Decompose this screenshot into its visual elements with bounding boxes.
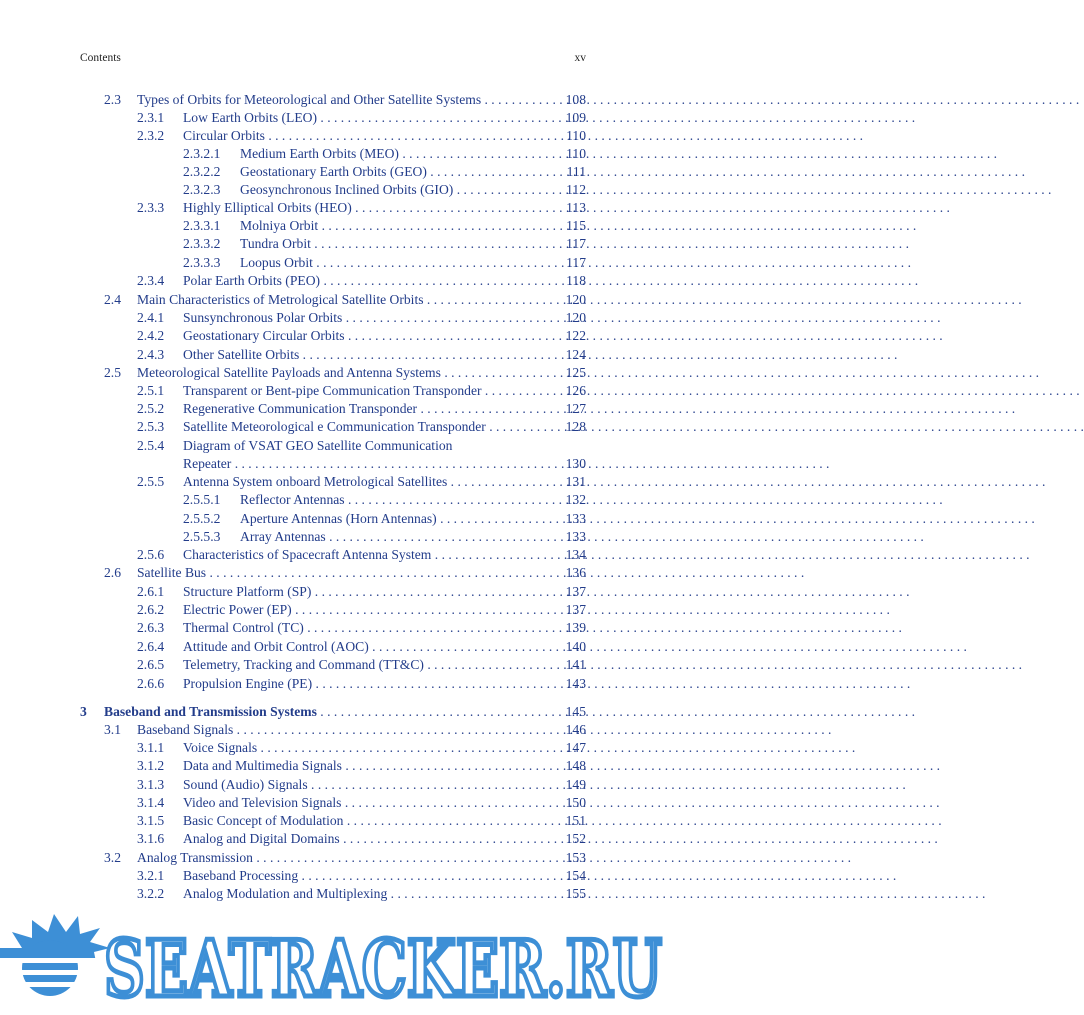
toc-entry-number: 2.3.3.3 (183, 255, 221, 270)
toc-entry[interactable] (137, 794, 586, 812)
toc-entry[interactable] (137, 546, 586, 564)
toc-entry-title: Geostationary Circular Orbits . . . (183, 327, 551, 345)
toc-entry-page: 137 (565, 584, 586, 599)
toc-entry-title: Medium Earth Orbits (MEO) . . . (240, 145, 551, 163)
toc-entry-page: 141 (565, 657, 586, 672)
toc-entry-page: 110 (566, 128, 586, 143)
toc-entry-page: 115 (566, 218, 586, 233)
toc-entry[interactable] (104, 849, 586, 867)
toc-entry-number: 2.5.5.2 (183, 511, 221, 526)
toc-entry[interactable] (137, 346, 586, 364)
toc-entry-title: Satellite Meteorological e Communication Transponder . . . (183, 418, 551, 436)
toc-entry[interactable] (183, 145, 586, 163)
toc-entry-page: 118 (566, 273, 586, 288)
toc-entry[interactable] (137, 272, 586, 290)
toc-entry-page: 122 (565, 328, 586, 343)
toc-entry-title: Other Satellite Orbits . . . (183, 346, 551, 364)
toc-entry-page: 130 (565, 456, 586, 471)
toc-entry-title: Low Earth Orbits (LEO) . . . (183, 109, 551, 127)
toc-entry-page: 112 (566, 182, 586, 197)
toc-entry[interactable] (137, 109, 586, 127)
toc-entry-page: 126 (565, 383, 586, 398)
page-number: xv (574, 52, 586, 64)
toc-entry[interactable] (137, 437, 586, 455)
toc-entry-title: Basic Concept of Modulation . . . (183, 812, 551, 830)
toc-entry-title: Molniya Orbit . . . (240, 217, 551, 235)
toc-entry-title: Video and Television Signals . . . (183, 794, 551, 812)
toc-entry-number: 2.3.3.2 (183, 236, 221, 251)
toc-entry-number: 2.6.6 (137, 676, 165, 691)
toc-entry-number: 3.2 (104, 850, 121, 865)
toc-entry-number: 2.6 (104, 565, 121, 580)
toc-entry-number: 2.5.6 (137, 547, 165, 562)
toc-entry-title: Analog Modulation and Multiplexing . . . (183, 885, 551, 903)
toc-entry-title: Characteristics of Spacecraft Antenna System . . . (183, 546, 551, 564)
toc-entry-page: 120 (565, 310, 586, 325)
toc-entry[interactable] (104, 364, 586, 382)
toc-entry[interactable] (183, 163, 586, 181)
toc-entry-page: 133 (565, 511, 586, 526)
toc-entry-title: Thermal Control (TC) . . . (183, 619, 551, 637)
toc-entry-number: 3.1.6 (137, 831, 165, 846)
toc-entry-title: Regenerative Communication Transponder . . . (183, 400, 551, 418)
toc-entry-title: Voice Signals . . . (183, 739, 551, 757)
toc-entry-title: Diagram of VSAT GEO Satellite Communication (183, 438, 453, 453)
watermark-text: SEATRACKER.RU (104, 924, 662, 1015)
toc-entry-number: 2.6.5 (137, 657, 165, 672)
toc-entry-number: 3.1.1 (137, 740, 165, 755)
toc-entry-number: 2.5 (104, 365, 121, 380)
toc-entry[interactable] (183, 217, 586, 235)
toc-entry-title: Loopus Orbit . . . (240, 254, 551, 272)
toc-entry-title: Aperture Antennas (Horn Antennas) . . . (240, 510, 551, 528)
toc-entry-number: 2.6.4 (137, 639, 165, 654)
toc-entry[interactable] (183, 181, 586, 199)
toc-entry-number: 2.3.3.1 (183, 218, 221, 233)
toc-entry-number: 2.4.3 (137, 347, 165, 362)
toc-entry-title: Main Characteristics of Metrological Satellite Orbits . . . (137, 291, 551, 309)
toc-entry-number: 3.1.2 (137, 758, 165, 773)
toc-entry-page: 152 (565, 831, 586, 846)
toc-entry-page: 137 (565, 602, 586, 617)
toc-entry-title: Circular Orbits . . . (183, 127, 551, 145)
toc-entry-page: 111 (566, 164, 586, 179)
toc-entry-number: 2.5.3 (137, 419, 165, 434)
toc-entry-number: 2.3.2.3 (183, 182, 221, 197)
toc-entry-page: 117 (566, 255, 586, 270)
toc-entry-number: 2.3.2.1 (183, 146, 221, 161)
toc-entry-title: Sunsynchronous Polar Orbits . . . (183, 309, 551, 327)
toc-entry-page: 146 (565, 722, 586, 737)
toc-entry-number: 2.3.4 (137, 273, 165, 288)
toc-entry-number: 3.1.3 (137, 777, 165, 792)
toc-entry[interactable] (137, 656, 586, 674)
toc-entry-page: 110 (566, 146, 586, 161)
toc-entry-number: 2.5.5.1 (183, 492, 221, 507)
toc-entry-number: 3.1.5 (137, 813, 165, 828)
toc-entry-page: 139 (565, 620, 586, 635)
toc-entry[interactable] (137, 473, 586, 491)
toc-entry[interactable] (137, 309, 586, 327)
toc-entry[interactable] (137, 619, 586, 637)
toc-entry[interactable] (183, 510, 586, 528)
toc-entry-number: 3.2.1 (137, 868, 165, 883)
toc-entry-title: Geostationary Earth Orbits (GEO) . . . (240, 163, 551, 181)
toc-entry-number: 2.5.1 (137, 383, 165, 398)
toc-entry[interactable] (137, 418, 586, 436)
toc-entry[interactable] (137, 127, 586, 145)
toc-entry[interactable] (137, 601, 586, 619)
toc-entry-page: 149 (565, 777, 586, 792)
toc-entry-page: 134 (565, 547, 586, 562)
toc-entry-number: 2.4.2 (137, 328, 165, 343)
toc-entry[interactable] (137, 830, 586, 848)
toc-entry-title: Structure Platform (SP) . . . (183, 583, 551, 601)
toc-entry-number: 2.5.2 (137, 401, 165, 416)
toc-entry-page: 113 (566, 200, 586, 215)
toc-entry-title: Polar Earth Orbits (PEO) . . . (183, 272, 551, 290)
sun-icon (0, 914, 110, 996)
toc-entry[interactable] (137, 455, 586, 473)
toc-entry-title: Analog Transmission . . . (137, 849, 551, 867)
toc-entry-page: 109 (565, 110, 586, 125)
toc-entry[interactable] (104, 564, 586, 582)
toc-entry[interactable] (137, 583, 586, 601)
page-header (80, 52, 586, 68)
toc-entry[interactable] (137, 675, 586, 693)
toc-entry[interactable] (137, 638, 586, 656)
toc-entry-page: 120 (565, 292, 586, 307)
toc-entry-page: 108 (565, 92, 586, 107)
toc-entry-number: 2.5.5 (137, 474, 165, 489)
toc-entry-number: 2.3 (104, 92, 121, 107)
toc-entry[interactable] (183, 528, 586, 546)
toc-entry-number: 2.5.5.3 (183, 529, 221, 544)
toc-entry-title: Data and Multimedia Signals . . . (183, 757, 551, 775)
toc-entry-number: 2.3.2 (137, 128, 165, 143)
toc-entry-page: 145 (565, 704, 586, 719)
toc-entry-page: 128 (565, 419, 586, 434)
toc-entry[interactable] (137, 867, 586, 885)
toc-entry[interactable] (104, 91, 586, 109)
toc-entry-title: Geosynchronous Inclined Orbits (GIO) . . . (240, 181, 551, 199)
toc-entry-number: 3.1 (104, 722, 121, 737)
toc-entry-number: 2.6.2 (137, 602, 165, 617)
toc-entry-title: Sound (Audio) Signals . . . (183, 776, 551, 794)
toc-entry-title: Telemetry, Tracking and Command (TT&C) . . . (183, 656, 551, 674)
toc-entry-title: Types of Orbits for Meteorological and Other Satellite Systems . . . (137, 91, 551, 109)
toc-entry-page: 117 (566, 236, 586, 251)
toc-entry-page: 148 (565, 758, 586, 773)
toc-entry-title: Electric Power (EP) . . . (183, 601, 551, 619)
toc-entry-title: Tundra Orbit . . . (240, 235, 551, 253)
toc-entry-number: 2.5.4 (137, 438, 165, 453)
toc-entry-page: 132 (565, 492, 586, 507)
toc-entry-number: 2.4.1 (137, 310, 165, 325)
toc-entry-title: Repeater . . . (183, 455, 551, 473)
toc-entry-title: Satellite Bus . . . (137, 564, 551, 582)
toc-entry-number: 2.3.1 (137, 110, 165, 125)
toc-entry[interactable] (183, 254, 586, 272)
toc-entry-page: 155 (565, 886, 586, 901)
toc-entry-page: 154 (565, 868, 586, 883)
toc-entry-number: 2.4 (104, 292, 121, 307)
toc-entry-title: Antenna System onboard Metrological Satellites . . . (183, 473, 551, 491)
toc-entry-title: Transparent or Bent-pipe Communication Transponder . . . (183, 382, 551, 400)
toc-entry-number: 3.2.2 (137, 886, 165, 901)
toc-entry-title: Baseband and Transmission Systems . . . (104, 703, 551, 721)
toc-entry-page: 125 (565, 365, 586, 380)
toc-entry[interactable] (137, 739, 586, 757)
toc-entry-page: 147 (565, 740, 586, 755)
toc-entry-page: 124 (565, 347, 586, 362)
toc-entry-page: 153 (565, 850, 586, 865)
toc-entry-page: 151 (565, 813, 586, 828)
toc-entry-page: 143 (565, 676, 586, 691)
toc-entry[interactable] (137, 199, 586, 217)
toc-entry[interactable] (137, 885, 586, 903)
toc-entry-page: 133 (565, 529, 586, 544)
toc-entry-title: Highly Elliptical Orbits (HEO) . . . (183, 199, 551, 217)
toc-entry-page: 150 (565, 795, 586, 810)
toc-entry-title: Analog and Digital Domains . . . (183, 830, 551, 848)
toc-entry-title: Baseband Processing . . . (183, 867, 551, 885)
toc-entry-title: Propulsion Engine (PE) . . . (183, 675, 551, 693)
toc-entry-title: Array Antennas . . . (240, 528, 551, 546)
toc-entry-title: Reflector Antennas . . . (240, 491, 551, 509)
toc-entry-page: 140 (565, 639, 586, 654)
toc-entry[interactable] (104, 291, 586, 309)
toc-entry-number: 3 (80, 704, 87, 719)
toc-entry-title: Baseband Signals . . . (137, 721, 551, 739)
toc-entry[interactable] (137, 812, 586, 830)
toc-entry-number: 3.1.4 (137, 795, 165, 810)
toc-entry[interactable] (80, 703, 586, 721)
toc-entry-page: 136 (565, 565, 586, 580)
toc-entry-number: 2.6.1 (137, 584, 165, 599)
toc-entry[interactable] (183, 235, 586, 253)
toc-entry[interactable] (183, 491, 586, 509)
toc-entry-number: 2.3.2.2 (183, 164, 221, 179)
toc-entry-title: Attitude and Orbit Control (AOC) . . . (183, 638, 551, 656)
toc-entry[interactable] (137, 757, 586, 775)
toc-entry[interactable] (137, 776, 586, 794)
toc-entry[interactable] (137, 327, 586, 345)
toc-entry[interactable] (137, 400, 586, 418)
toc-entry-number: 2.6.3 (137, 620, 165, 635)
toc-entry-page: 127 (565, 401, 586, 416)
toc-entry-number: 2.3.3 (137, 200, 165, 215)
toc-entry-title: Meteorological Satellite Payloads and Antenna Systems . . . (137, 364, 551, 382)
watermark-logo (0, 908, 669, 1015)
toc-entry[interactable] (137, 382, 586, 400)
running-head: Contents (80, 52, 121, 64)
toc-entry-page: 131 (565, 474, 586, 489)
toc-entry[interactable] (104, 721, 586, 739)
